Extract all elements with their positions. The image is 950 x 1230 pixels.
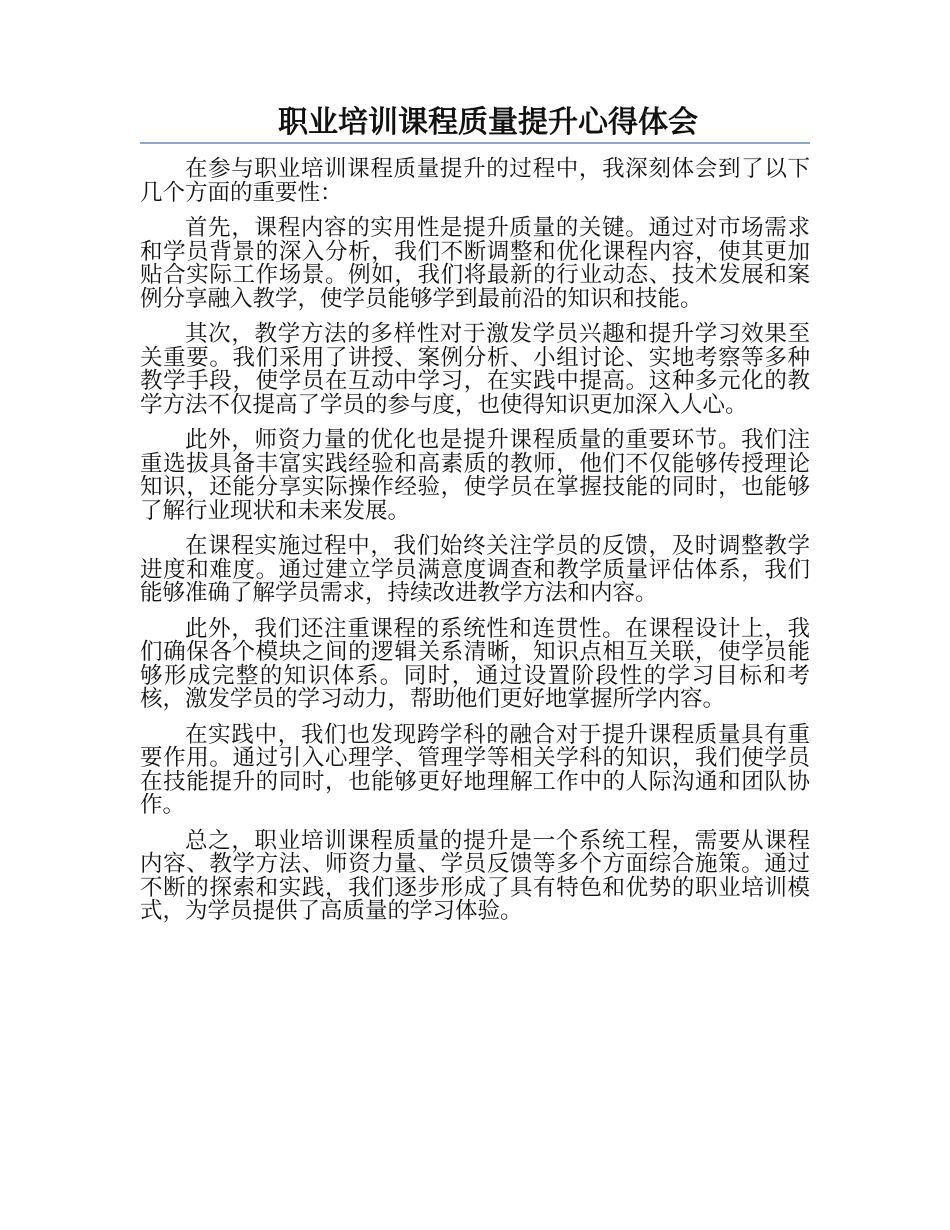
paragraph-system-coherence: 此外，我们还注重课程的系统性和连贯性。在课程设计上，我们确保各个模块之间的逻辑关系清晰，知识点相互关联，使学员能够形成完整的知识体系。同时，通过设置阶段性的学习目标和考核，激发学员的学习动力，帮助他们更好地掌握所学内容。: [140, 615, 810, 712]
title-underline-block: [140, 104, 810, 144]
paragraph-course-content: 首先，课程内容的实用性是提升质量的关键。通过对市场需求和学员背景的深入分析，我们不断调整和优化课程内容，使其更加贴合实际工作场景。例如，我们将最新的行业动态、技术发展和案例分享融入教学，使学员能够学到最前沿的知识和技能。: [140, 215, 810, 312]
paragraph-conclusion: 总之，职业培训课程质量的提升是一个系统工程，需要从课程内容、教学方法、师资力量、学员反馈等多个方面综合施策。通过不断的探索和实践，我们逐步形成了具有特色和优势的职业培训模式，为学员提供了高质量的学习体验。: [140, 827, 810, 924]
document-body: [140, 158, 810, 936]
document-title: 职业培训课程质量提升心得体会: [278, 105, 698, 140]
paragraph-feedback: 在课程实施过程中，我们始终关注学员的反馈，及时调整教学进度和难度。通过建立学员满意度调查和教学质量评估体系，我们能够准确了解学员需求，持续改进教学方法和内容。: [140, 533, 810, 606]
paragraph-interdisciplinary: 在实践中，我们也发现跨学科的融合对于提升课程质量具有重要作用。通过引入心理学、管理学等相关学科的知识，我们使学员在技能提升的同时，也能够更好地理解工作中的人际沟通和团队协作。: [140, 721, 810, 818]
paragraph-teaching-methods: 其次，教学方法的多样性对于激发学员兴趣和提升学习效果至关重要。我们采用了讲授、案例分析、小组讨论、实地考察等多种教学手段，使学员在互动中学习，在实践中提高。这种多元化的教学方法不仅提高了学员的参与度，也使得知识更加深入人心。: [140, 321, 810, 418]
paragraph-faculty: 此外，师资力量的优化也是提升课程质量的重要环节。我们注重选拔具备丰富实践经验和高素质的教师，他们不仅能够传授理论知识，还能分享实际操作经验，使学员在掌握技能的同时，也能够了解行业现状和未来发展。: [140, 427, 810, 524]
paragraph-intro: 在参与职业培训课程质量提升的过程中，我深刻体会到了以下几个方面的重要性：: [140, 156, 810, 206]
